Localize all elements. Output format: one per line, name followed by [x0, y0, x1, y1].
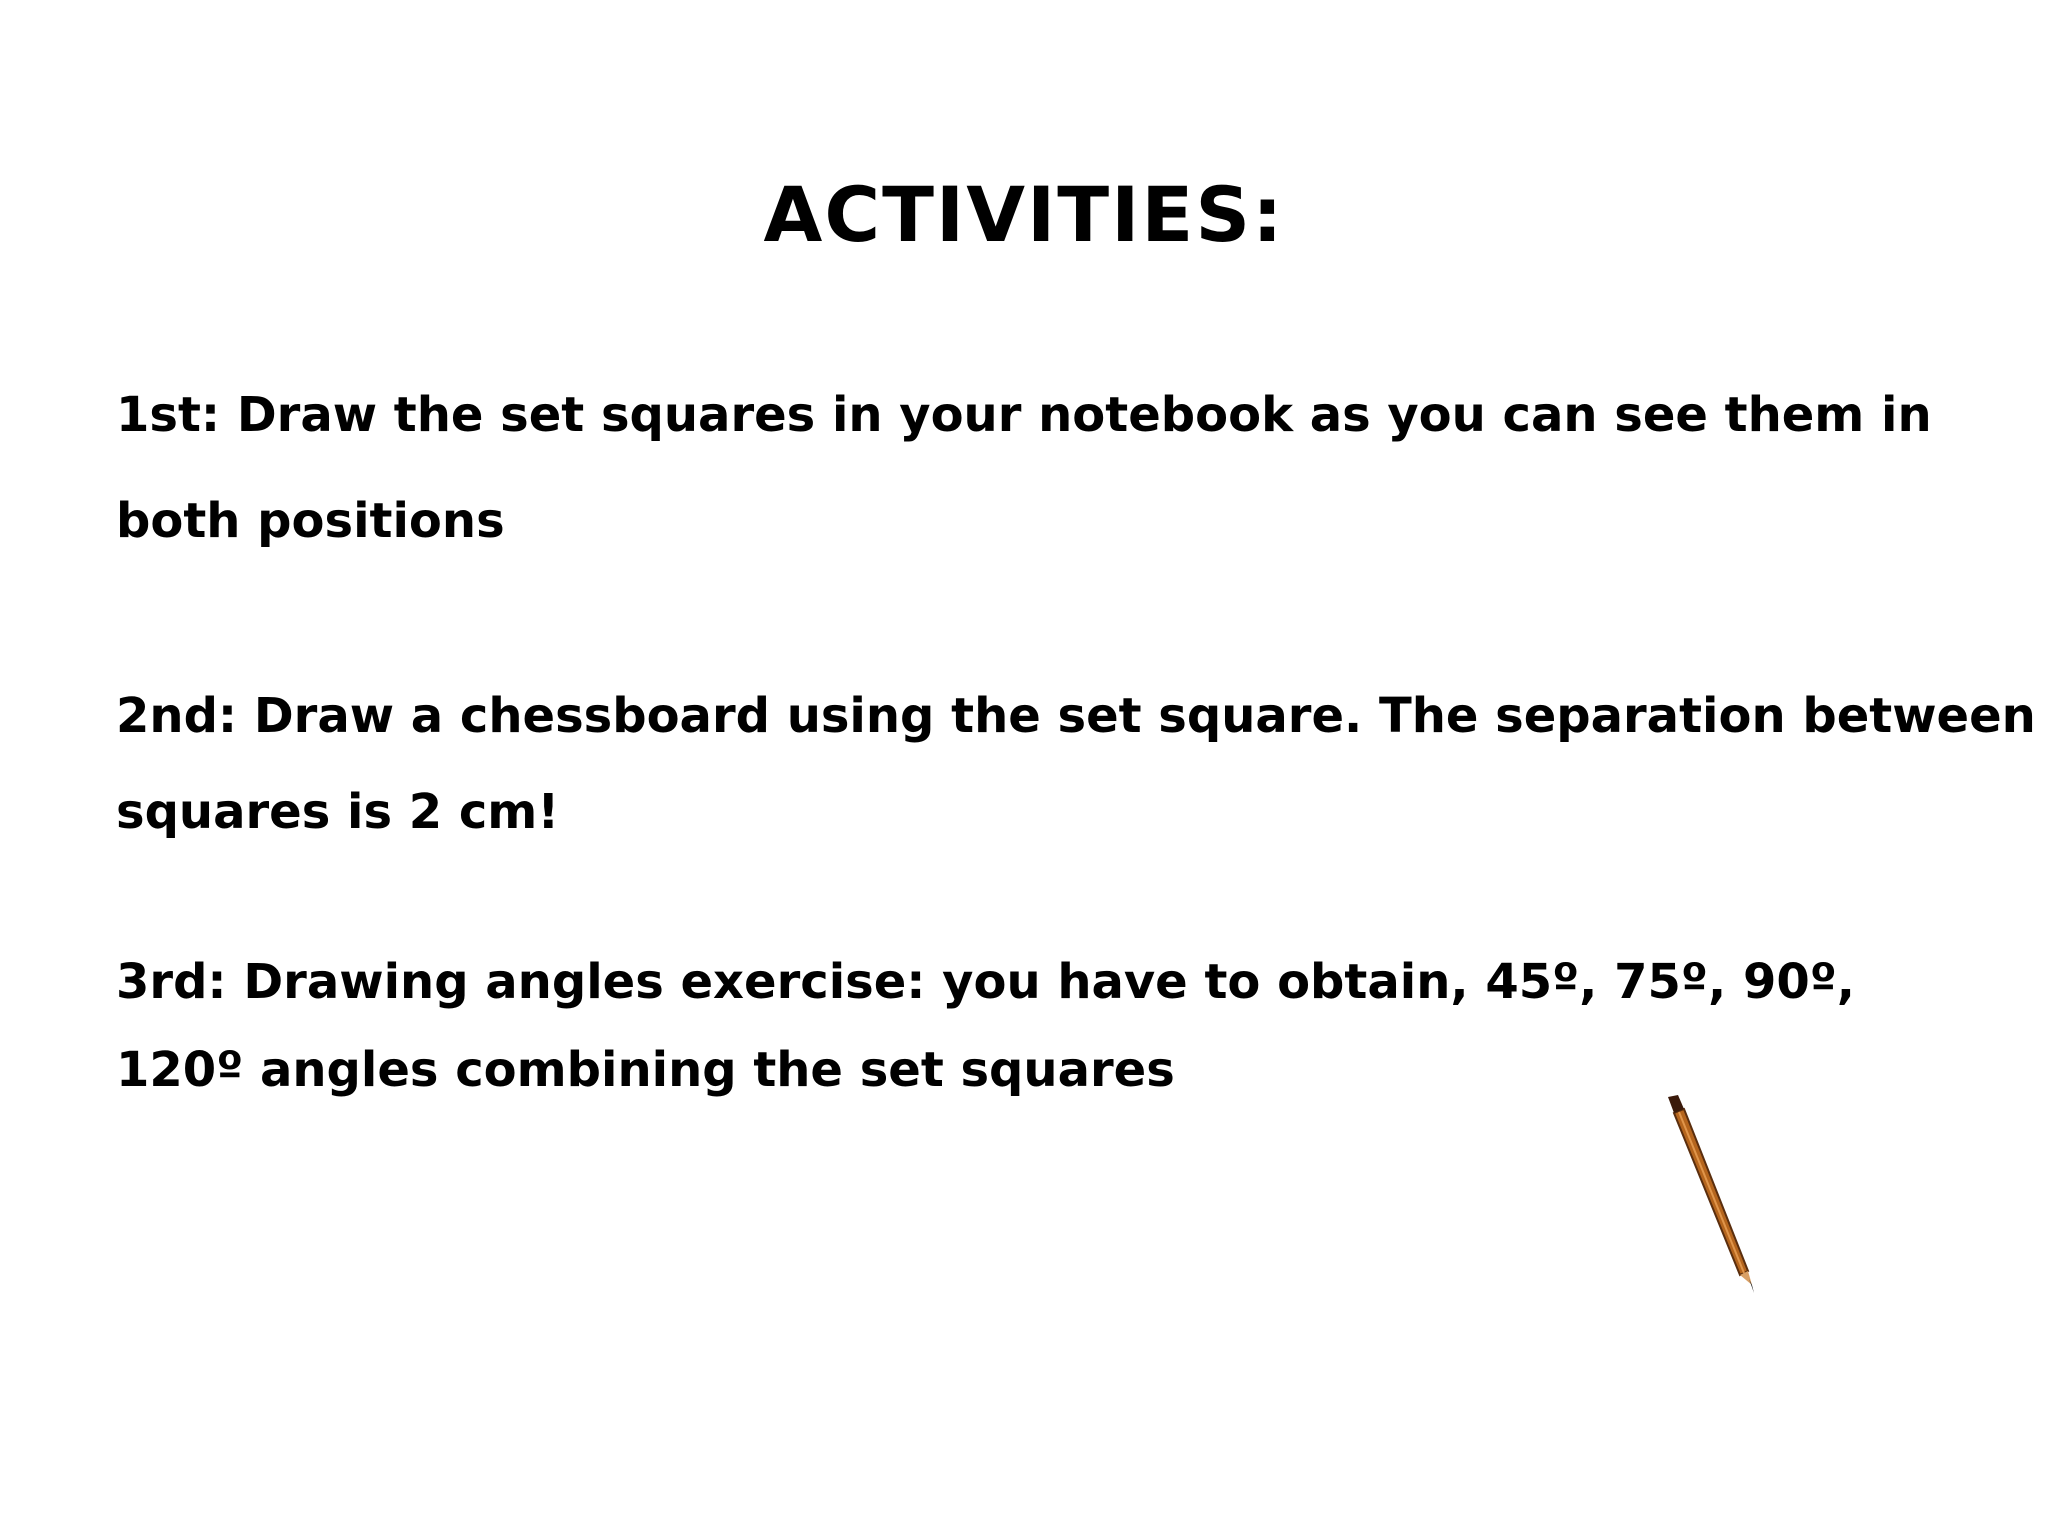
pencil-icon: [1660, 1095, 1770, 1295]
activity-3-line-2: 120º angles combining the set squares: [116, 1042, 1175, 1098]
page-title: ACTIVITIES:: [763, 170, 1285, 259]
activity-1-line-1: 1st: Draw the set squares in your notebook as you can see them in: [116, 387, 1932, 443]
activity-3: [116, 938, 1966, 1114]
activity-3-line-1: 3rd: Drawing angles exercise: you have to obtain, 45º, 75º, 90º,: [116, 954, 1856, 1010]
activity-2-line-1: 2nd: Draw a chessboard using the set square. The separation between: [116, 688, 2036, 744]
activity-2-line-2: squares is 2 cm!: [116, 784, 560, 840]
activity-1-line-2: both positions: [116, 493, 505, 549]
pencil-graphite-tip: [1749, 1279, 1754, 1293]
activity-2: [116, 668, 2036, 860]
activity-1: [116, 362, 1966, 574]
